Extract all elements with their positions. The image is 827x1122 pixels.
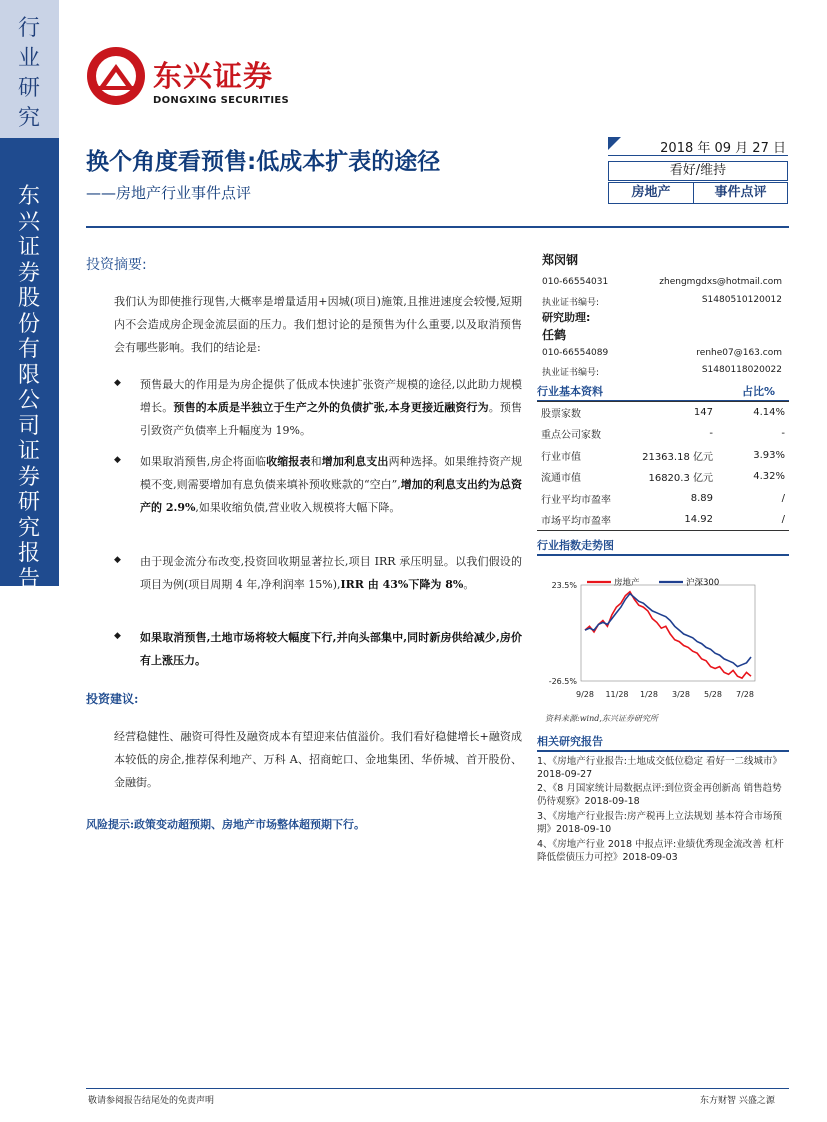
bullet-icon: ◆ — [114, 378, 121, 388]
x-tick-label: 1/28 — [640, 690, 658, 699]
advice-text: 经营稳健性、融资可得性及融资成本有望迎来估值溢价。我们看好稳健增长+融资成本较低的房企,推荐保利地产、万科 A、招商蛇口、金地集团、华侨城、首开股份、金融街。 — [114, 730, 522, 789]
table-row: 市场平均市盈率 14.92 / — [537, 509, 789, 531]
y-tick-label: -26.5% — [548, 677, 577, 686]
industry-tag: 房地产 — [608, 182, 694, 204]
analyst-2-cert: 执业证书编号: S1480118020022 — [542, 365, 782, 378]
trend-chart-heading: 行业指数走势图 — [537, 537, 789, 556]
x-tick-label: 11/28 — [605, 690, 629, 699]
report-title: 换个角度看预售:低成本扩表的途径 — [86, 149, 441, 175]
table-row: 重点公司家数 - - — [541, 428, 785, 442]
industry-data-table — [537, 401, 789, 531]
footer-divider — [86, 1088, 789, 1089]
x-tick-label: 9/28 — [576, 690, 594, 699]
summary-point-1: 预售最大的作用是为房企提供了低成本快速扩张资产规模的途径,以此助力规模增长。预售的本质是半独立于生产之外的负债扩张,本身更接近融资行为。预售引致资产负债率上升幅度为 19%。 — [140, 378, 523, 437]
x-tick-label: 3/28 — [672, 690, 690, 699]
footer-slogan: 东方财智 兴盛之源 — [700, 1096, 775, 1106]
y-tick-label: 23.5% — [551, 581, 577, 590]
related-report-item[interactable]: 4、《房地产行业 2018 中报点评:业绩优秀现金流改善 杠杆降低偿债压力可控》2018-09-03 — [537, 839, 784, 863]
report-subtitle: ——房地产行业事件点评 — [86, 184, 252, 202]
x-tick-label: 7/28 — [736, 690, 754, 699]
analyst-2-contact: 010-66554089 renhe07@163.com — [542, 348, 782, 358]
logo-name-cn: 东兴证券 — [153, 59, 274, 93]
table-row: 股票家数 147 4.14% — [537, 402, 789, 424]
side-label-company: 东兴证券股份有限公司证券研究报告 — [17, 184, 40, 592]
report-date: 2018 年 09 月 27 日 — [608, 137, 788, 156]
bullet-icon: ◆ — [114, 631, 121, 641]
bullet-icon: ◆ — [114, 455, 121, 465]
summary-point-3: 由于现金流分布改变,投资回收期显著拉长,项目 IRR 承压明显。以我们假设的项目为例(项目周期 4 年,净利润率 15%),IRR 由 43%下降为 8%。 — [140, 555, 522, 591]
summary-point-4: 如果取消预售,土地市场将较大幅度下行,并向头部集中,同时新房供给减少,房价有上涨压力。 — [140, 631, 522, 667]
logo-icon — [86, 46, 146, 106]
related-report-item[interactable]: 2、《8 月国家统计局数据点评:到位资金再创新高 销售趋势仍待观察》2018-09-18 — [537, 783, 782, 807]
advice-heading: 投资建议: — [86, 692, 139, 706]
chart-source: 资料来源:wind,东兴证券研究所 — [545, 714, 658, 723]
table-row: 流通市值 16820.3 亿元 4.32% — [541, 471, 785, 485]
summary-point-2: 如果取消预售,房企将面临收缩报表和增加利息支出两种选择。如果维持资产规模不变,则需要增加有息负债来填补预收账款的“空白”,增加的利息支出约为总资产的 2.9%,如果收缩负债,营业收入规模将大幅下降。 — [140, 455, 523, 514]
bullet-icon: ◆ — [114, 555, 121, 565]
industry-data-heading: 行业基本资料 占比% — [537, 383, 789, 402]
logo-name-en: DONGXING SECURITIES — [153, 95, 290, 106]
date-corner-mark — [608, 137, 621, 150]
summary-intro: 我们认为即使推行现售,大概率是增量适用+因城(项目)施策,且推进速度会较慢,短期内不会造成房企现金流层面的压力。我们想讨论的是预售为什么重要,以及取消预售会有哪些影响。我们的结论是: — [114, 295, 522, 354]
x-tick-label: 5/28 — [704, 690, 722, 699]
rating-box: 看好/维持 — [608, 161, 788, 181]
report-type-tag: 事件点评 — [694, 182, 788, 204]
table-row: 行业平均市盈率 8.89 / — [541, 492, 785, 506]
analyst-2-name: 任鹤 — [542, 328, 567, 342]
risk-warning: 风险提示:政策变动超预期、房地产市场整体超预期下行。 — [86, 818, 366, 831]
table-row: 行业市值 21363.18 亿元 3.93% — [541, 449, 785, 463]
analyst-1-cert: 执业证书编号: S1480510120012 — [542, 295, 782, 308]
analyst-1-name: 郑闵钢 — [542, 253, 579, 267]
series-line-realestate — [585, 592, 751, 678]
header-divider — [86, 226, 789, 228]
related-report-item[interactable]: 3、《房地产行业报告:房产税再上立法规划 基本符合市场预期》2018-09-10 — [537, 811, 783, 835]
analyst-2-role: 研究助理: — [542, 311, 591, 324]
industry-index-chart — [537, 567, 789, 707]
related-report-item[interactable]: 1、《房地产行业报告:土地成交低位稳定 看好一二线城市》2018-09-27 — [537, 756, 783, 780]
side-label-category: 行业研究 — [17, 16, 40, 131]
legend-label: 沪深300 — [686, 578, 720, 588]
summary-heading: 投资摘要: — [86, 257, 147, 273]
related-reports-heading: 相关研究报告 — [537, 733, 789, 752]
plot-frame — [581, 585, 755, 681]
analyst-1-contact: 010-66554031 zhengmgdxs@hotmail.com — [542, 277, 782, 287]
legend-label: 房地产 — [614, 578, 640, 588]
footer-disclaimer: 敬请参阅报告结尾处的免责声明 — [88, 1096, 215, 1106]
